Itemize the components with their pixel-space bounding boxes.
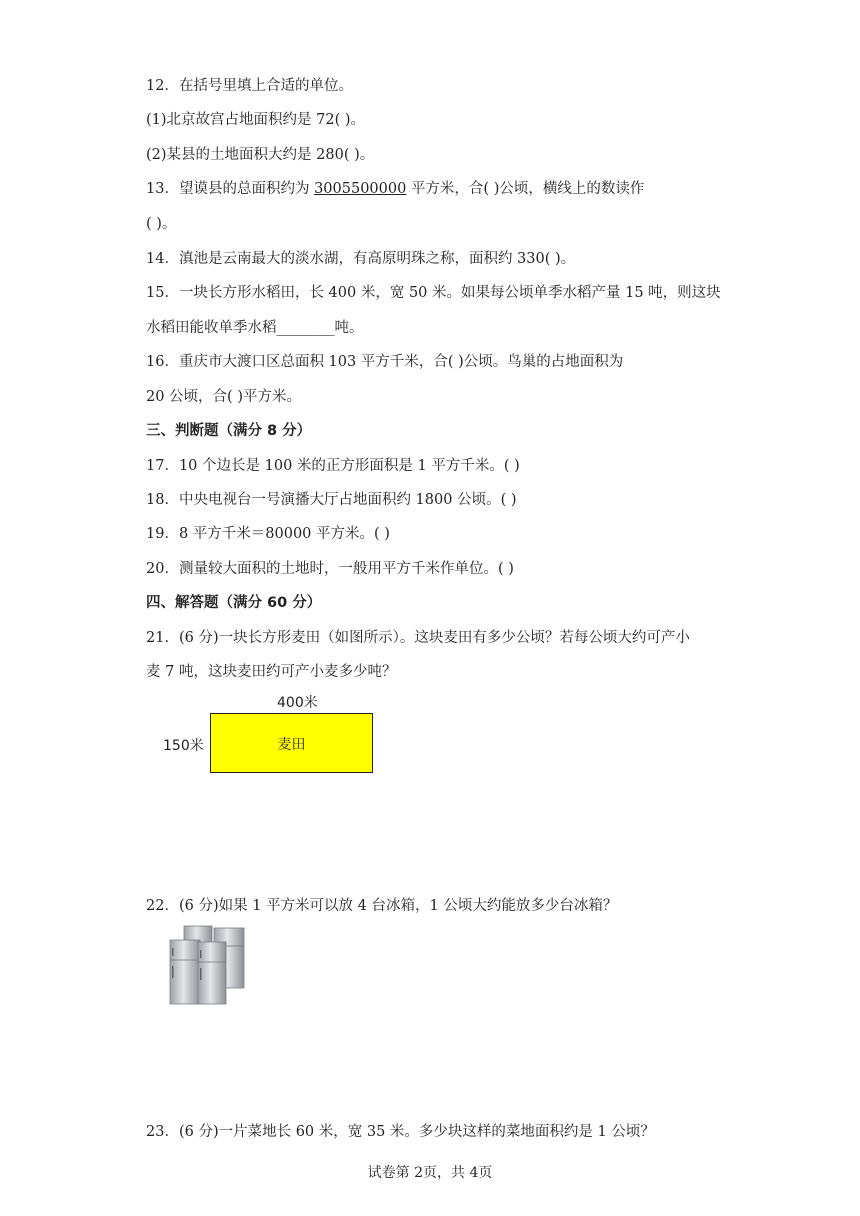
page-footer: 试卷第 2页，共 4页 [367, 1165, 493, 1181]
q21-line1: 21．(6 分)一块长方形麦田（如图所示）。这块麦田有多少公顷？若每公顷大约可产小 [146, 630, 690, 646]
field-width-label: 150米 [163, 738, 204, 754]
q20: 20．测量较大面积的土地时，一般用平方千米作单位。( ) [146, 561, 514, 577]
q15-line1: 15．一块长方形水稻田，长 400 米，宽 50 米。如果每公顷单季水稻产量 15 吨，则这块 [146, 285, 721, 301]
q15-line2: 水稻田能收单季水稻________吨。 [146, 320, 364, 336]
refrigerators-icon [166, 922, 250, 1008]
q16-line1: 16．重庆市大渡口区总面积 103 平方千米，合( )公顷。鸟巢的占地面积为 [146, 354, 624, 370]
q18: 18．中央电视台一号演播大厅占地面积约 1800 公顷。( ) [146, 492, 517, 508]
q12-sub2: (2)某县的土地面积大约是 280( )。 [146, 147, 375, 163]
q14: 14．滇池是云南最大的淡水湖，有高原明珠之称，面积约 330( )。 [146, 251, 576, 267]
q19: 19．8 平方千米＝80000 平方米。( ) [146, 526, 390, 542]
q22: 22．(6 分)如果 1 平方米可以放 4 台冰箱，1 公顷大约能放多少台冰箱？ [146, 898, 618, 914]
q16-line2: 20 公顷，合( )平方米。 [146, 389, 301, 405]
q17: 17．10 个边长是 100 米的正方形面积是 1 平方千米。( ) [146, 458, 520, 474]
q12-stem: 12．在括号里填上合适的单位。 [146, 78, 353, 94]
fridge-front-right [198, 942, 226, 1004]
q13-line2: ( )。 [146, 216, 177, 232]
q12-sub1: (1)北京故宫占地面积约是 72( )。 [146, 112, 366, 128]
q13-line1 [146, 179, 644, 199]
q13-number: 3005500000 [314, 181, 407, 197]
section4-heading: 四、解答题（满分 60 分） [146, 595, 322, 611]
q13-prefix: 13．望谟县的总面积约为 [146, 181, 315, 197]
field-label: 麦田 [277, 737, 306, 753]
field-length-label: 400米 [277, 695, 318, 711]
section3-heading: 三、判断题（满分 8 分） [146, 423, 312, 439]
q21-line2: 麦 7 吨，这块麦田约可产小麦多少吨？ [146, 664, 397, 680]
wheat-field-rectangle [210, 713, 373, 773]
fridge-front-left [170, 940, 200, 1004]
q13-suffix: 平方米，合( )公顷，横线上的数读作 [406, 181, 645, 197]
q23: 23．(6 分)一片菜地长 60 米，宽 35 米。多少块这样的菜地面积约是 1 公顷？ [146, 1124, 655, 1140]
